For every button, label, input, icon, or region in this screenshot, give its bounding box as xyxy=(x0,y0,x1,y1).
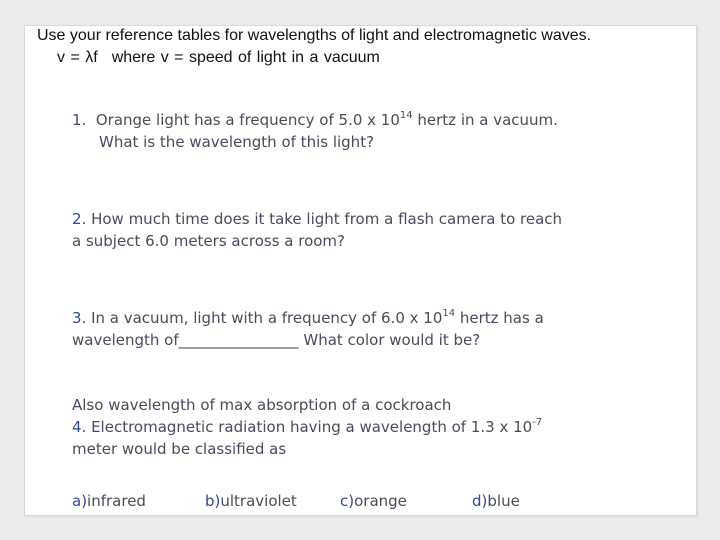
question-1-number: 1. xyxy=(72,111,87,129)
formula: v = λf xyxy=(57,49,98,66)
choice-label: b) xyxy=(205,492,221,510)
formula-note: where v = speed of light in a vacuum xyxy=(111,49,380,66)
question-4-line-1 xyxy=(72,416,542,438)
question-2-line-1 xyxy=(72,208,562,230)
question-1-text-end: hertz in a vacuum. xyxy=(412,111,558,129)
choice-text: blue xyxy=(487,492,520,510)
question-4-number: 4. xyxy=(72,418,87,436)
choice-d[interactable] xyxy=(472,492,520,510)
choice-text: orange xyxy=(354,492,407,510)
choice-a[interactable] xyxy=(72,492,146,510)
exponent: 14 xyxy=(399,110,413,121)
question-4-intro: Also wavelength of max absorption of a cockroach xyxy=(72,396,452,414)
instructions-header xyxy=(37,25,591,69)
choice-label: c) xyxy=(340,492,355,510)
question-3-number: 3. xyxy=(72,309,87,327)
question-3-text: In a vacuum, light with a frequency of 6.0 x 10 xyxy=(86,309,443,327)
question-3-line-2: wavelength of________________ What color would it be? xyxy=(72,331,481,349)
question-2-line-2: a subject 6.0 meters across a room? xyxy=(72,232,345,250)
choice-text: infrared xyxy=(87,492,146,510)
instructions-line: Use your reference tables for wavelengths of light and electromagnetic waves. xyxy=(37,27,592,44)
exponent: -7 xyxy=(532,417,543,428)
question-2-number: 2. xyxy=(72,210,87,228)
choice-text: ultraviolet xyxy=(220,492,297,510)
question-3 xyxy=(72,307,544,351)
choice-label: d) xyxy=(472,492,488,510)
question-4-line-2: meter would be classified as xyxy=(72,440,287,458)
question-1-line-1 xyxy=(72,109,558,131)
choice-label: a) xyxy=(72,492,88,510)
choice-b[interactable] xyxy=(205,492,297,510)
question-4-text: Electromagnetic radiation having a wavelength of 1.3 x 10 xyxy=(86,418,533,436)
question-3-line-1 xyxy=(72,307,544,329)
question-1-text: Orange light has a frequency of 5.0 x 10 xyxy=(95,111,400,129)
question-1 xyxy=(72,109,558,153)
question-2-text: How much time does it take light from a flash camera to reach xyxy=(86,210,563,228)
question-4 xyxy=(72,394,542,460)
question-3-text-end: hertz has a xyxy=(455,309,544,327)
exponent: 14 xyxy=(442,308,456,319)
question-2 xyxy=(72,208,562,252)
choice-c[interactable] xyxy=(340,492,407,510)
formula-line xyxy=(37,47,591,69)
question-1-line-2: What is the wavelength of this light? xyxy=(99,133,375,151)
